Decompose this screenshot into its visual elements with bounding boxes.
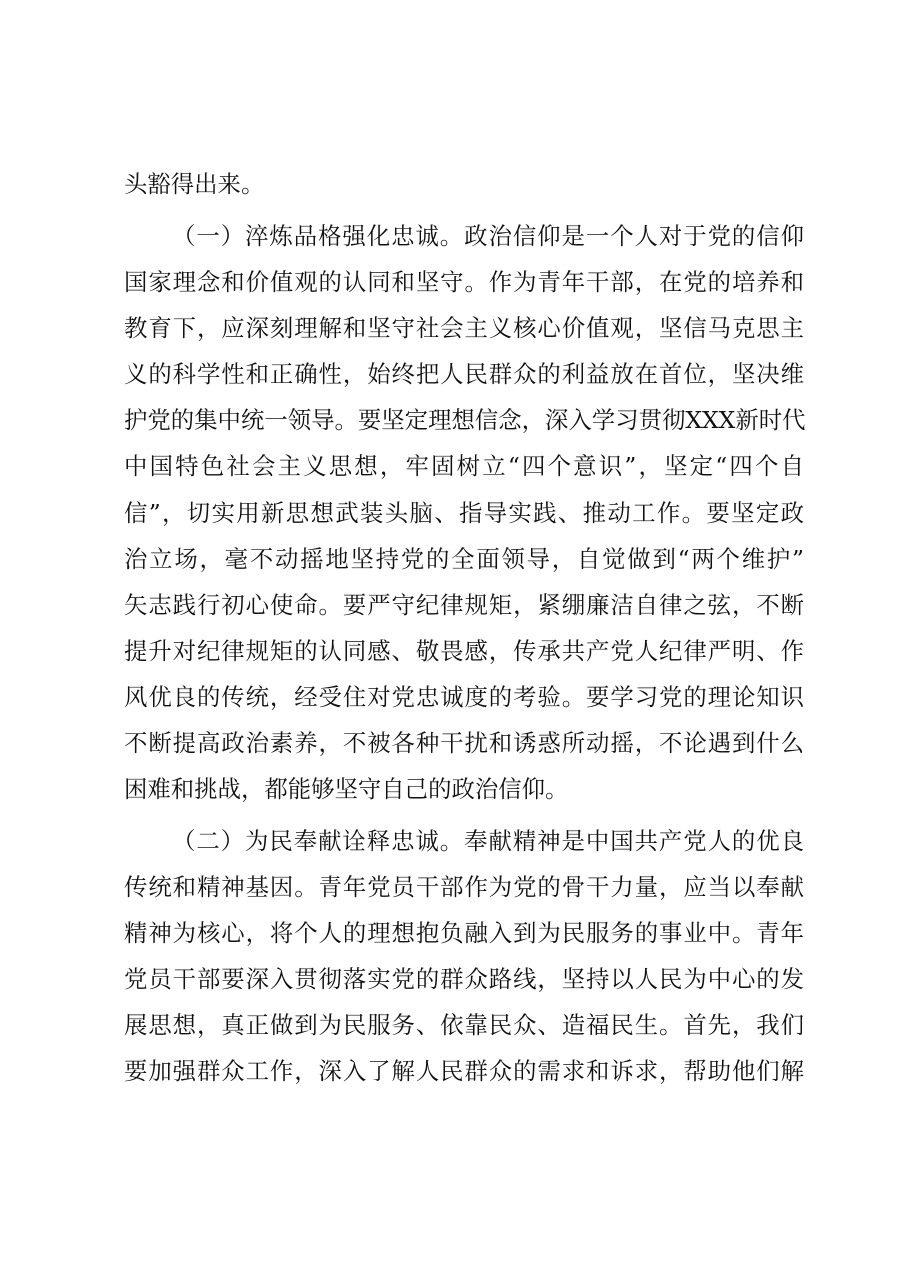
paragraph-2-line: 要加强群众工作，深入了解人民群众的需求和诉求，帮助他们解 xyxy=(124,1057,804,1085)
paragraph-1-line: 治立场，毫不动摇地坚持党的全面领导，自觉做到“两个维护” xyxy=(124,545,804,573)
paragraph-1-line: 国家理念和价值观的认同和坚守。作为青年干部，在党的培养和 xyxy=(124,268,804,296)
paragraph-1-line: 义的科学性和正确性，始终把人民群众的利益放在首位，坚决维 xyxy=(124,360,804,388)
section-heading-1: （一）淬炼品格强化忠诚。政治信仰是一个人对于党的信仰 xyxy=(172,222,804,250)
paragraph-1-line: 护党的集中统一领导。要坚定理想信念，深入学习贯彻XXX新时代 xyxy=(124,406,806,434)
paragraph-1-line: 提升对纪律规矩的认同感、敬畏感，传承共产党人纪律严明、作 xyxy=(124,637,804,665)
paragraph-1-line: 信”，切实用新思想武装头脑、指导实践、推动工作。要坚定政 xyxy=(124,499,804,527)
section-heading-2: （二）为民奉献诠释忠诚。奉献精神是中国共产党人的优良 xyxy=(172,827,804,855)
paragraph-2-line: 展思想，真正做到为民服务、依靠民众、造福民生。首先，我们 xyxy=(124,1011,804,1039)
paragraph-1-line: 中国特色社会主义思想，牢固树立“四个意识”，坚定“四个自 xyxy=(124,452,804,480)
text-line-continuation: 头豁得出来。 xyxy=(124,170,265,198)
paragraph-1-line: 矢志践行初心使命。要严守纪律规矩，紧绷廉洁自律之弦，不断 xyxy=(124,591,804,619)
paragraph-2-line: 党员干部要深入贯彻落实党的群众路线，坚持以人民为中心的发 xyxy=(124,965,804,993)
paragraph-1-line: 不断提高政治素养，不被各种干扰和诱惑所动摇，不论遇到什么 xyxy=(124,729,804,757)
paragraph-1-line: 困难和挑战，都能够坚守自己的政治信仰。 xyxy=(124,775,569,803)
paragraph-1-line: 教育下，应深刻理解和坚守社会主义核心价值观，坚信马克思主 xyxy=(124,314,804,342)
paragraph-2-line: 传统和精神基因。青年党员干部作为党的骨干力量，应当以奉献 xyxy=(124,873,804,901)
paragraph-2-line: 精神为核心，将个人的理想抱负融入到为民服务的事业中。青年 xyxy=(124,919,804,947)
paragraph-1-line: 风优良的传统，经受住对党忠诚度的考验。要学习党的理论知识 xyxy=(124,683,804,711)
